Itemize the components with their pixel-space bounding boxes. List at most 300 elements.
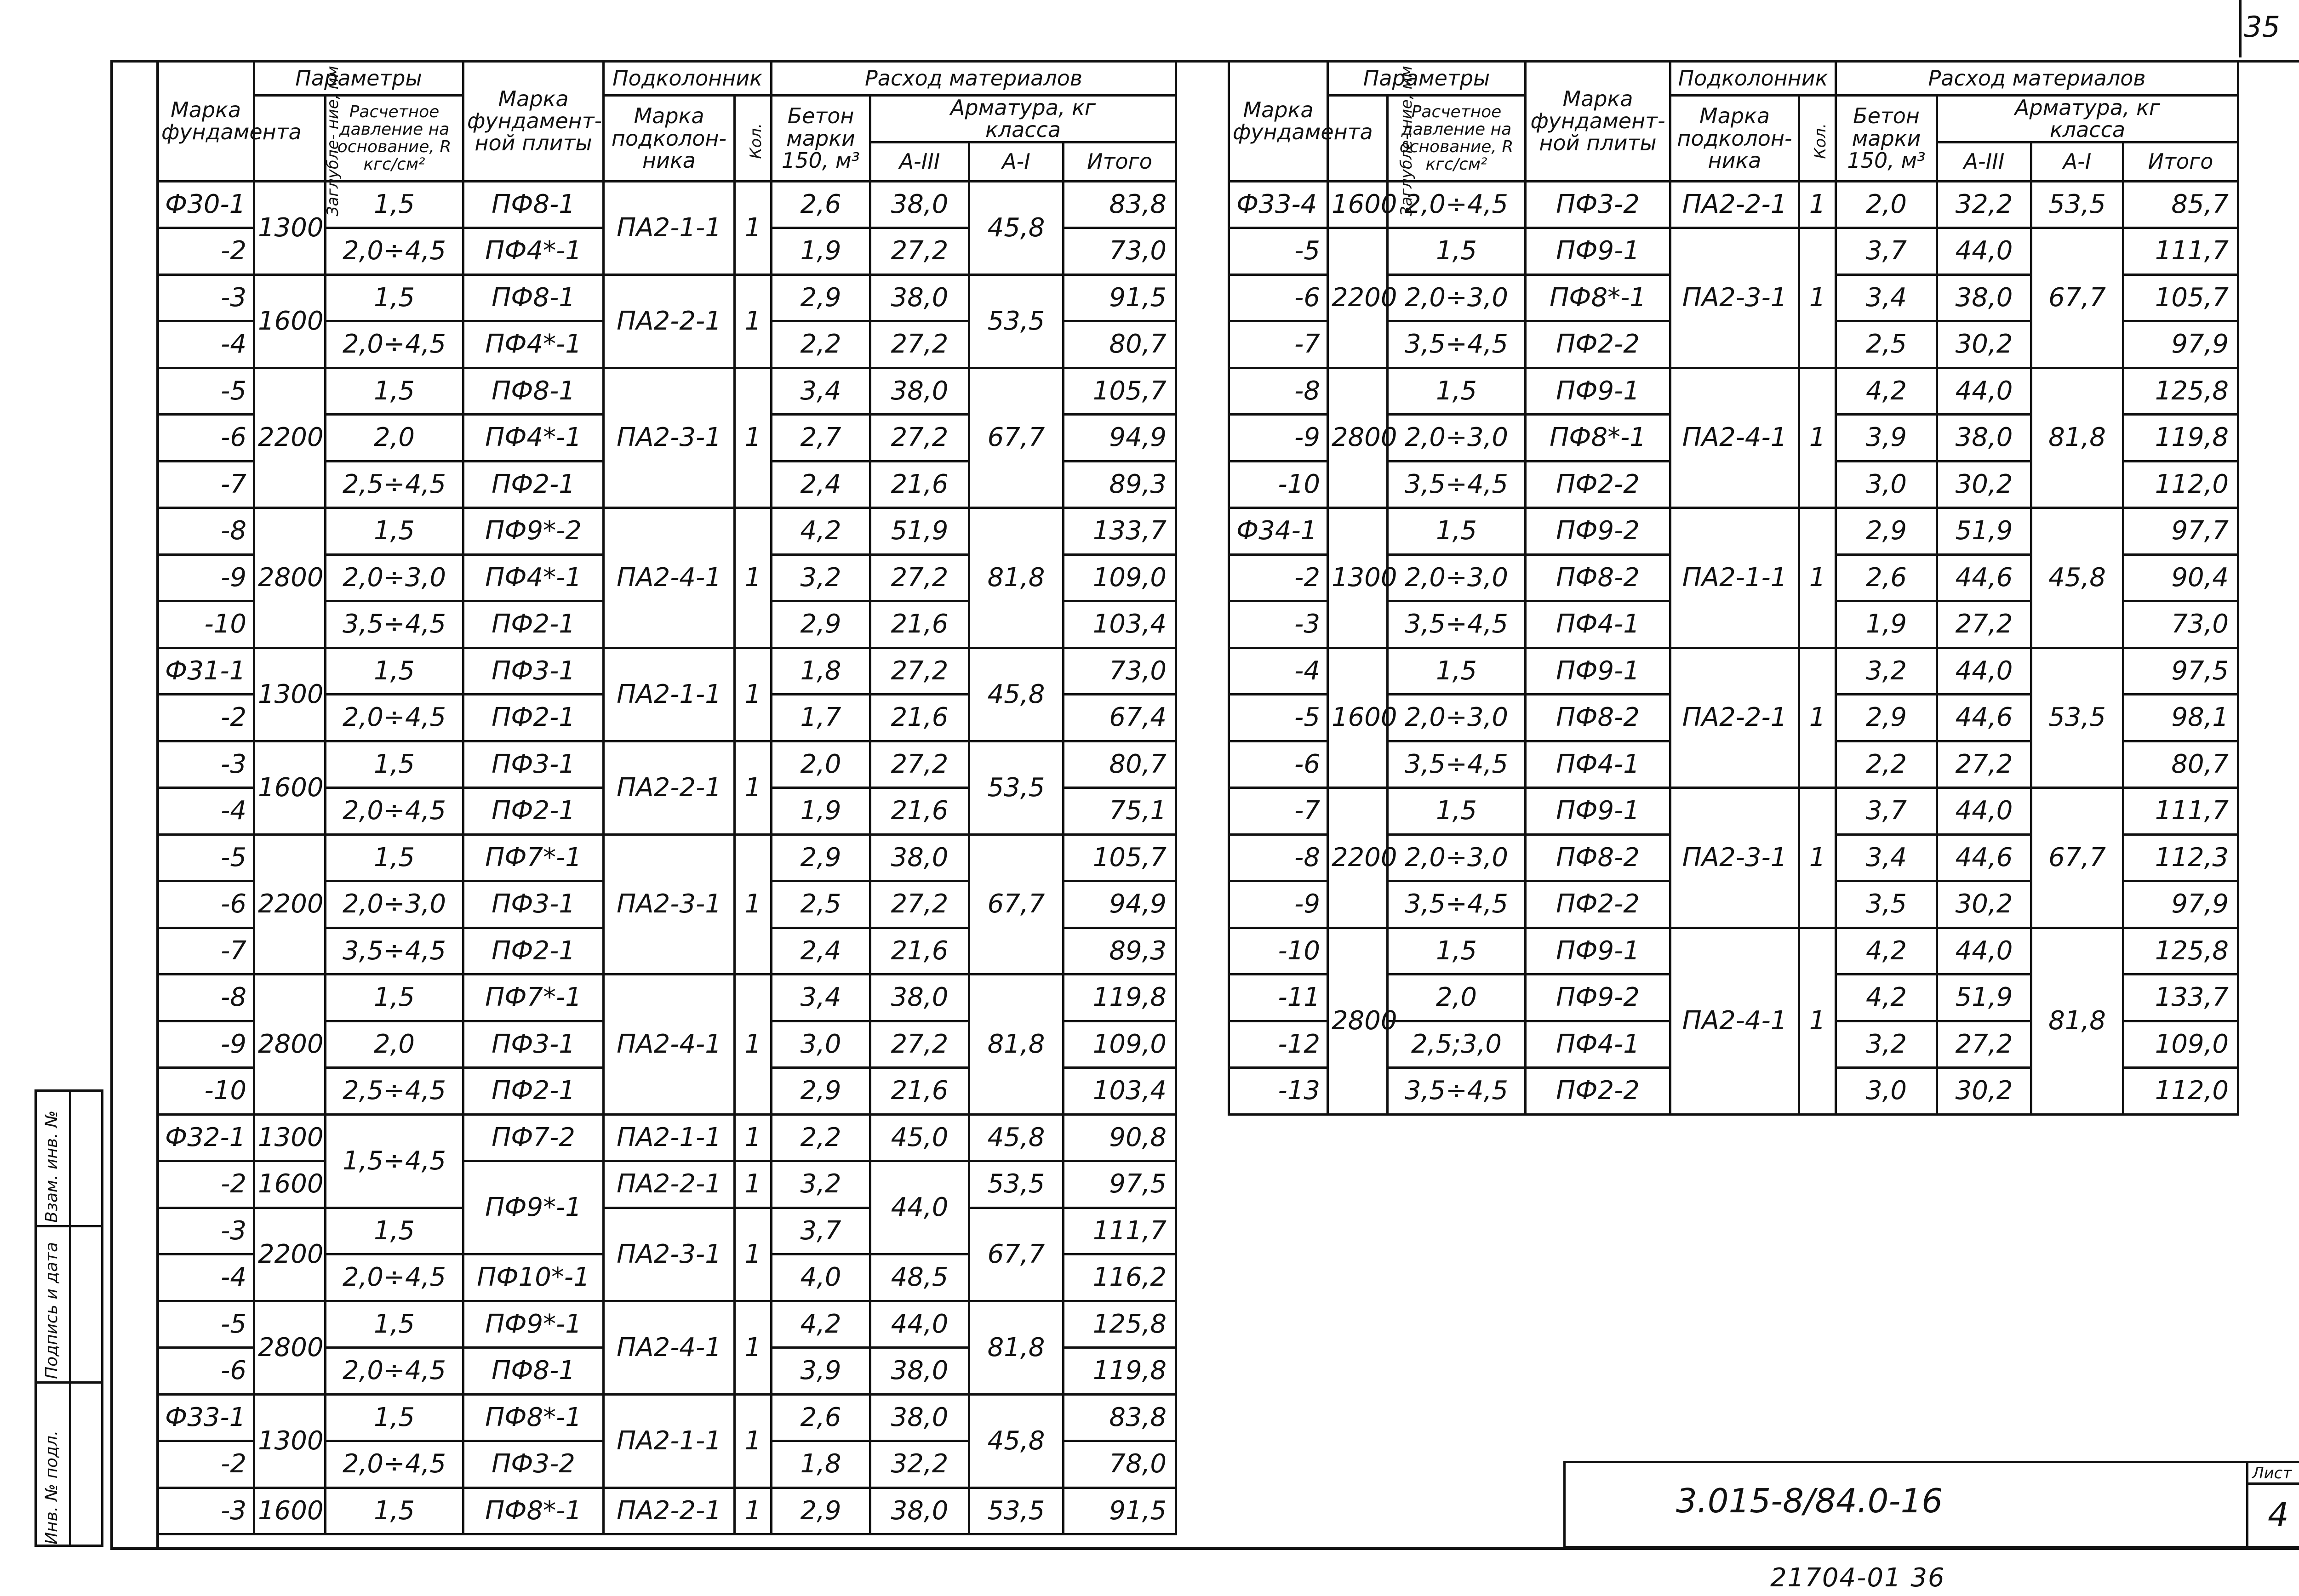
cell-total: 119,8 (2123, 415, 2238, 462)
cell-a3: 44,0 (870, 1301, 969, 1348)
cell-kol: 1 (1799, 228, 1836, 368)
cell-pressure: 2,0÷3,0 (1388, 274, 1526, 321)
cell-beton: 3,2 (772, 554, 870, 601)
cell-a3: 38,0 (870, 368, 969, 415)
table-row (158, 834, 1176, 881)
sheet-number: 4 (2268, 1495, 2289, 1534)
cell-a3: 44,0 (1937, 228, 2031, 275)
cell-mark: -5 (158, 368, 254, 415)
header-rashod: Расход материалов (1836, 61, 2238, 96)
header-marka-podk: Марка подколон- ника (1670, 96, 1799, 182)
cell-beton: 2,7 (772, 415, 870, 462)
cell-total: 125,8 (1064, 1301, 1176, 1348)
header-a3: A-III (1937, 142, 2031, 181)
cell-beton: 1,9 (1836, 601, 1937, 648)
cell-beton: 4,2 (1836, 975, 1937, 1021)
cell-a3: 32,2 (870, 1441, 969, 1488)
cell-podk: ПА2-4-1 (1670, 928, 1799, 1114)
cell-mark: -3 (158, 1488, 254, 1534)
cell-total: 89,3 (1064, 461, 1176, 508)
cell-plate: ПФ2-1 (463, 601, 604, 648)
cell-depth: 2800 (1328, 368, 1388, 508)
cell-mark: -5 (1229, 228, 1328, 275)
table-row (1229, 928, 2238, 975)
header-parametry: Параметры (254, 61, 463, 96)
cell-podk: ПА2-2-1 (604, 1488, 735, 1534)
cell-beton: 2,4 (772, 461, 870, 508)
cell-pressure: 2,0÷4,5 (1388, 181, 1526, 228)
cell-total: 119,8 (1064, 975, 1176, 1021)
cell-a3: 27,2 (870, 415, 969, 462)
cell-a3: 38,0 (1937, 274, 2031, 321)
cell-podk: ПА2-4-1 (604, 1301, 735, 1394)
cell-kol: 1 (1799, 181, 1836, 228)
cell-depth: 1600 (254, 274, 326, 368)
header-marka-fund: Марка фундамента (158, 61, 254, 182)
cell-total: 85,7 (2123, 181, 2238, 228)
cell-mark: Ф33-1 (158, 1394, 254, 1441)
cell-mark: -8 (158, 975, 254, 1021)
side-vzam-inv: Взам. инв. № (42, 1110, 61, 1223)
cell-mark: -6 (1229, 741, 1328, 788)
cell-mark: -11 (1229, 975, 1328, 1021)
cell-beton: 2,5 (772, 881, 870, 928)
cell-kol: 1 (735, 1394, 772, 1488)
cell-a3: 44,0 (1937, 928, 2031, 975)
cell-a3: 30,2 (1937, 881, 2031, 928)
cell-podk: ПА2-3-1 (1670, 788, 1799, 928)
cell-a3: 38,0 (870, 1348, 969, 1395)
cell-total: 73,0 (1064, 228, 1176, 275)
cell-pressure: 2,5;3,0 (1388, 1021, 1526, 1068)
cell-a3: 44,0 (1937, 368, 2031, 415)
cell-mark: -10 (158, 601, 254, 648)
cell-total: 105,7 (1064, 368, 1176, 415)
cell-plate: ПФ4-1 (1526, 601, 1670, 648)
cell-beton: 2,0 (772, 741, 870, 788)
cell-depth: 1300 (254, 181, 326, 274)
cell-a3: 27,2 (870, 321, 969, 368)
cell-plate: ПФ9-1 (1526, 788, 1670, 835)
table-row (1229, 648, 2238, 695)
header-davlenie: Расчетное давление на основание, R кгс/см² (1388, 96, 1526, 182)
cell-mark: -4 (158, 1254, 254, 1301)
cell-total: 75,1 (1064, 788, 1176, 835)
table-row (158, 1301, 1176, 1348)
cell-pressure: 3,5÷4,5 (1388, 1068, 1526, 1115)
sheet-box (2246, 1463, 2299, 1546)
cell-mark: -10 (1229, 928, 1328, 975)
cell-total: 90,8 (1064, 1114, 1176, 1161)
cell-kol: 1 (735, 1208, 772, 1301)
cell-a1: 67,7 (969, 1208, 1064, 1301)
cell-beton: 3,2 (1836, 648, 1937, 695)
cell-total: 78,0 (1064, 1441, 1176, 1488)
cell-mark: -7 (158, 928, 254, 975)
cell-a1: 53,5 (2031, 648, 2123, 788)
cell-plate: ПФ4*-1 (463, 321, 604, 368)
cell-plate: ПФ3-1 (463, 741, 604, 788)
frame-outer-left (110, 60, 113, 1549)
cell-mark: Ф33-4 (1229, 181, 1328, 228)
cell-total: 111,7 (2123, 228, 2238, 275)
left-spec-table (156, 60, 1177, 1535)
cell-mark: -6 (158, 881, 254, 928)
cell-podk: ПА2-3-1 (604, 1208, 735, 1301)
cell-pressure: 1,5 (1388, 368, 1526, 415)
cell-pressure: 1,5 (1388, 928, 1526, 975)
cell-beton: 2,6 (1836, 554, 1937, 601)
header-a1: A-I (2031, 142, 2123, 181)
cell-a1: 67,7 (2031, 788, 2123, 928)
cell-mark: -4 (158, 321, 254, 368)
cell-plate: ПФ3-1 (463, 881, 604, 928)
cell-total: 83,8 (1064, 1394, 1176, 1441)
cell-total: 91,5 (1064, 274, 1176, 321)
cell-plate: ПФ4*-1 (463, 228, 604, 275)
header-marka-plity: Марка фундамент- ной плиты (463, 61, 604, 182)
header-a3: A-III (870, 142, 969, 181)
cell-pressure: 2,0÷4,5 (326, 1441, 463, 1488)
cell-pressure: 2,0 (326, 1021, 463, 1068)
cell-a3: 21,6 (870, 601, 969, 648)
cell-podk: ПА2-4-1 (604, 508, 735, 648)
cell-plate: ПФ2-2 (1526, 1068, 1670, 1115)
cell-a3: 27,2 (870, 741, 969, 788)
cell-pressure: 2,0÷3,0 (1388, 415, 1526, 462)
cell-kol: 1 (735, 1161, 772, 1208)
cell-plate: ПФ9-1 (1526, 928, 1670, 975)
cell-a3: 27,2 (1937, 741, 2031, 788)
cell-beton: 3,7 (772, 1208, 870, 1254)
header-armatura: Арматура, кг класса (1937, 96, 2238, 142)
cell-depth: 1300 (254, 1114, 326, 1161)
cell-a1: 67,7 (969, 368, 1064, 508)
cell-total: 97,7 (2123, 508, 2238, 555)
cell-mark: -7 (1229, 788, 1328, 835)
side-stamp (34, 1089, 103, 1547)
table-row (1229, 228, 2238, 275)
cell-depth: 2200 (254, 1208, 326, 1301)
cell-a1: 53,5 (969, 274, 1064, 368)
cell-pressure: 1,5 (326, 1301, 463, 1348)
cell-plate: ПФ2-1 (463, 788, 604, 835)
cell-a3: 21,6 (870, 928, 969, 975)
page-number: 35 (2244, 10, 2280, 44)
cell-plate: ПФ8-2 (1526, 554, 1670, 601)
cell-a3: 27,2 (870, 1021, 969, 1068)
cell-total: 97,9 (2123, 321, 2238, 368)
cell-mark: -6 (158, 415, 254, 462)
cell-mark: -9 (158, 1021, 254, 1068)
cell-mark: -9 (158, 554, 254, 601)
cell-podk: ПА2-2-1 (604, 1161, 735, 1208)
cell-depth: 2200 (1328, 228, 1388, 368)
cell-total: 67,4 (1064, 695, 1176, 741)
cell-a3: 30,2 (1937, 1068, 2031, 1115)
cell-plate: ПФ7*-1 (463, 834, 604, 881)
cell-a1: 81,8 (969, 1301, 1064, 1394)
cell-depth: 1600 (1328, 648, 1388, 788)
cell-kol: 1 (735, 274, 772, 368)
cell-plate: ПФ8-1 (463, 181, 604, 228)
cell-a3: 38,0 (870, 1394, 969, 1441)
cell-kol: 1 (735, 975, 772, 1115)
cell-total: 73,0 (1064, 648, 1176, 695)
cell-pressure: 3,5÷4,5 (1388, 601, 1526, 648)
header-beton: Бетон марки 150, м³ (772, 96, 870, 182)
cell-plate: ПФ4-1 (1526, 741, 1670, 788)
cell-total: 98,1 (2123, 695, 2238, 741)
cell-beton: 3,4 (1836, 274, 1937, 321)
cell-beton: 4,2 (1836, 928, 1937, 975)
cell-depth: 1600 (254, 1161, 326, 1208)
cell-mark: -3 (1229, 601, 1328, 648)
cell-plate: ПФ8*-1 (1526, 415, 1670, 462)
cell-pressure: 3,5÷4,5 (1388, 741, 1526, 788)
cell-pressure: 1,5 (326, 741, 463, 788)
cell-beton: 1,8 (772, 1441, 870, 1488)
cell-a3: 38,0 (870, 181, 969, 228)
cell-kol: 1 (735, 1488, 772, 1534)
cell-beton: 3,7 (1836, 788, 1937, 835)
cell-a3: 44,0 (1937, 788, 2031, 835)
cell-pressure: 1,5 (326, 648, 463, 695)
cell-a1: 81,8 (969, 975, 1064, 1115)
side-stamp-rule (37, 1225, 101, 1227)
cell-beton: 2,4 (772, 928, 870, 975)
cell-pressure: 1,5 (326, 508, 463, 555)
cell-mark: Ф31-1 (158, 648, 254, 695)
cell-pressure: 2,0÷4,5 (326, 1254, 463, 1301)
cell-mark: -4 (158, 788, 254, 835)
cell-a3: 27,2 (1937, 601, 2031, 648)
cell-total: 80,7 (1064, 321, 1176, 368)
cell-a3: 44,6 (1937, 695, 2031, 741)
cell-plate: ПФ2-2 (1526, 461, 1670, 508)
cell-mark: -5 (158, 834, 254, 881)
cell-beton: 4,2 (772, 508, 870, 555)
cell-kol: 1 (735, 1114, 772, 1161)
cell-depth: 2800 (254, 975, 326, 1115)
cell-a1: 53,5 (969, 1161, 1064, 1208)
cell-pressure: 2,0÷3,0 (326, 881, 463, 928)
side-stamp-rule (37, 1381, 101, 1384)
cell-beton: 3,2 (1836, 1021, 1937, 1068)
table-row (158, 1161, 1176, 1208)
cell-pressure: 2,0÷3,0 (1388, 554, 1526, 601)
cell-beton: 4,2 (1836, 368, 1937, 415)
cell-a1: 53,5 (969, 741, 1064, 834)
cell-a1: 45,8 (969, 1394, 1064, 1488)
cell-total: 83,8 (1064, 181, 1176, 228)
header-marka-plity: Марка фундамент- ной плиты (1526, 61, 1670, 182)
table-row (1229, 181, 2238, 228)
cell-depth: 2200 (254, 368, 326, 508)
cell-total: 109,0 (2123, 1021, 2238, 1068)
cell-pressure: 2,5÷4,5 (326, 1068, 463, 1115)
cell-plate: ПФ8-2 (1526, 695, 1670, 741)
cell-pressure: 2,0÷4,5 (326, 321, 463, 368)
cell-total: 133,7 (2123, 975, 2238, 1021)
cell-plate: ПФ8*-1 (463, 1394, 604, 1441)
cell-beton: 2,9 (1836, 508, 1937, 555)
cell-total: 80,7 (2123, 741, 2238, 788)
cell-a3: 51,9 (1937, 975, 2031, 1021)
cell-mark: -8 (158, 508, 254, 555)
cell-plate: ПФ9-2 (1526, 508, 1670, 555)
cell-kol: 1 (735, 1301, 772, 1394)
cell-total: 125,8 (2123, 928, 2238, 975)
cell-beton: 3,0 (772, 1021, 870, 1068)
cell-mark: -12 (1229, 1021, 1328, 1068)
header-armatura: Арматура, кг класса (870, 96, 1176, 142)
cell-mark: -4 (1229, 648, 1328, 695)
cell-pressure: 1,5 (326, 274, 463, 321)
cell-pressure: 1,5 (326, 1488, 463, 1534)
cell-pressure: 2,0÷4,5 (326, 1348, 463, 1395)
cell-pressure: 1,5 (326, 181, 463, 228)
cell-pressure: 2,0 (326, 415, 463, 462)
cell-mark: -9 (1229, 881, 1328, 928)
cell-total: 91,5 (1064, 1488, 1176, 1534)
cell-total: 103,4 (1064, 601, 1176, 648)
cell-podk: ПА2-1-1 (604, 1114, 735, 1161)
cell-total: 105,7 (1064, 834, 1176, 881)
cell-mark: -13 (1229, 1068, 1328, 1115)
cell-total: 105,7 (2123, 274, 2238, 321)
cell-a3: 51,9 (870, 508, 969, 555)
cell-kol: 1 (735, 834, 772, 975)
cell-beton: 3,2 (772, 1161, 870, 1208)
cell-pressure: 3,5÷4,5 (1388, 321, 1526, 368)
header-marka-fund: Марка фундамента (1229, 61, 1328, 182)
cell-total: 97,5 (2123, 648, 2238, 695)
cell-podk: ПА2-1-1 (604, 181, 735, 274)
cell-plate: ПФ9-1 (1526, 228, 1670, 275)
cell-plate: ПФ3-2 (463, 1441, 604, 1488)
cell-beton: 3,0 (1836, 1068, 1937, 1115)
cell-kol: 1 (1799, 508, 1836, 648)
table-row (158, 181, 1176, 228)
cell-depth: 2800 (1328, 928, 1388, 1114)
cell-total: 112,0 (2123, 461, 2238, 508)
cell-podk: ПА2-2-1 (1670, 648, 1799, 788)
cell-total: 90,4 (2123, 554, 2238, 601)
cell-mark: Ф34-1 (1229, 508, 1328, 555)
cell-beton: 3,9 (1836, 415, 1937, 462)
table-row (158, 1394, 1176, 1441)
cell-total: 97,5 (1064, 1161, 1176, 1208)
cell-a1: 67,7 (2031, 228, 2123, 368)
page-number-rule (2239, 0, 2242, 57)
side-podpis-data: Подпись и дата (42, 1242, 61, 1379)
cell-kol: 1 (1799, 648, 1836, 788)
header-podkolonnik: Подколонник (1670, 61, 1836, 96)
cell-beton: 2,2 (772, 1114, 870, 1161)
cell-mark: -3 (158, 1208, 254, 1254)
cell-a1: 53,5 (2031, 181, 2123, 228)
cell-total: 111,7 (1064, 1208, 1176, 1254)
cell-beton: 3,5 (1836, 881, 1937, 928)
cell-mark: -2 (158, 1441, 254, 1488)
cell-pressure: 3,5÷4,5 (326, 928, 463, 975)
cell-a1: 45,8 (969, 1114, 1064, 1161)
cell-mark: -2 (158, 695, 254, 741)
table-row (158, 741, 1176, 788)
cell-beton: 2,6 (772, 1394, 870, 1441)
cell-plate: ПФ8*-1 (1526, 274, 1670, 321)
cell-plate: ПФ4*-1 (463, 415, 604, 462)
cell-beton: 2,2 (1836, 741, 1937, 788)
cell-total: 125,8 (2123, 368, 2238, 415)
cell-total: 109,0 (1064, 554, 1176, 601)
cell-pressure: 1,5 (1388, 788, 1526, 835)
cell-plate: ПФ3-1 (463, 1021, 604, 1068)
cell-plate: ПФ4-1 (1526, 1021, 1670, 1068)
cell-total: 111,7 (2123, 788, 2238, 835)
cell-podk: ПА2-1-1 (604, 1394, 735, 1488)
cell-mark: -3 (158, 274, 254, 321)
cell-a3: 38,0 (1937, 415, 2031, 462)
cell-beton: 3,4 (1836, 834, 1937, 881)
cell-total: 112,0 (2123, 1068, 2238, 1115)
cell-total: 97,9 (2123, 881, 2238, 928)
table-row (158, 274, 1176, 321)
cell-a3: 38,0 (870, 975, 969, 1021)
cell-depth: 1300 (1328, 508, 1388, 648)
cell-total: 89,3 (1064, 928, 1176, 975)
cell-podk: ПА2-2-1 (604, 274, 735, 368)
cell-a3: 21,6 (870, 695, 969, 741)
cell-pressure: 1,5 (326, 975, 463, 1021)
cell-a3: 44,0 (870, 1161, 969, 1254)
cell-pressure: 1,5 (326, 834, 463, 881)
header-kol: Кол. (1799, 96, 1836, 182)
cell-kol: 1 (735, 508, 772, 648)
cell-beton: 3,0 (1836, 461, 1937, 508)
cell-beton: 2,9 (772, 834, 870, 881)
cell-beton: 2,9 (772, 1068, 870, 1115)
cell-mark: Ф30-1 (158, 181, 254, 228)
cell-plate: ПФ9-1 (1526, 368, 1670, 415)
cell-depth: 1600 (254, 1488, 326, 1534)
cell-a3: 27,2 (870, 554, 969, 601)
cell-beton: 1,7 (772, 695, 870, 741)
header-zaglublenie: Заглубле- ние, мм (1328, 96, 1388, 182)
cell-mark: -5 (1229, 695, 1328, 741)
cell-mark: -8 (1229, 834, 1328, 881)
cell-beton: 2,9 (772, 274, 870, 321)
cell-kol: 1 (1799, 368, 1836, 508)
table-row (1229, 788, 2238, 835)
cell-a1: 81,8 (2031, 928, 2123, 1114)
cell-pressure: 1,5 (1388, 648, 1526, 695)
cell-podk: ПА2-3-1 (604, 368, 735, 508)
cell-beton: 3,9 (772, 1348, 870, 1395)
cell-podk: ПА2-4-1 (1670, 368, 1799, 508)
table-row (158, 975, 1176, 1021)
cell-beton: 2,2 (772, 321, 870, 368)
cell-a3: 21,6 (870, 1068, 969, 1115)
header-davlenie: Расчетное давление на основание, R кгс/см² (326, 96, 463, 182)
cell-mark: -2 (158, 1161, 254, 1208)
cell-pressure: 1,5 (326, 1208, 463, 1254)
cell-beton: 1,9 (772, 228, 870, 275)
cell-a3: 30,2 (1937, 461, 2031, 508)
cell-total: 80,7 (1064, 741, 1176, 788)
cell-total: 112,3 (2123, 834, 2238, 881)
